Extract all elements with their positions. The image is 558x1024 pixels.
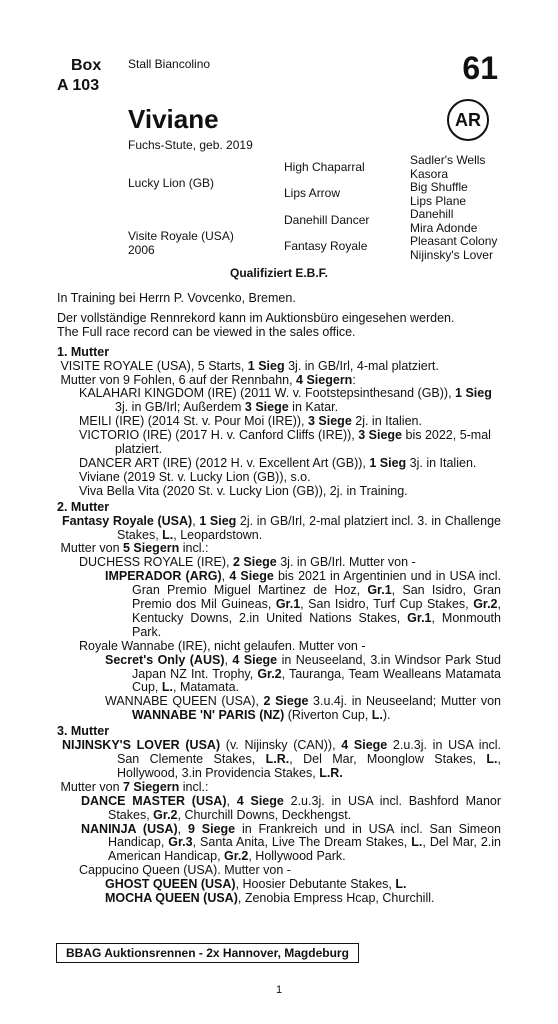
box-label [57, 56, 102, 96]
pedigree-g3-2: Kasora [410, 166, 449, 181]
box-title: Box [71, 57, 102, 74]
stable-name: Stall Biancolino [128, 57, 211, 71]
training-line: In Training bei Herrn P. Vovcenko, Bremen. [57, 291, 296, 305]
section-1-heading: 1. Mutter [57, 344, 110, 359]
pedigree-g3 [410, 154, 497, 262]
offspring-entry: Viviane (2019 St. v. Lucky Lion (GB)), s.o. [79, 469, 311, 484]
dam-entry: VISITE ROYALE (USA), 5 Starts, 1 Sieg 3j. in GB/Irl, 4-mal platziert. [57, 358, 439, 373]
qualification: Qualifiziert E.B.F. [229, 266, 328, 280]
offspring-entry: Viva Bella Vita (2020 St. v. Lucky Lion (GB)), 2j. in Training. [79, 483, 408, 498]
pedigree-g3-1: Sadler's Wells [410, 153, 486, 167]
offspring-entry: KALAHARI KINGDOM (IRE) (2011 W. v. Footstepsinthesand (GB)), 1 Sieg 3j. in GB/Irl; Außerdem 3 Siege in Katar. [79, 386, 492, 415]
section-3-heading: 3. Mutter [57, 724, 110, 739]
offspring-entry: Secret's Only (AUS), 4 Siege in Neuseeland, 3.in Windsor Park Stud Japan NZ Int. Trophy, Gr.2, Tauranga, Team Wealleans Matamata Cup, L., Matamata. [105, 652, 502, 695]
pedigree-dam-sire: Danehill Dancer [284, 213, 370, 227]
offspring-entry: Cappucino Queen (USA). Mutter von - [79, 863, 291, 878]
pedigree-g3-6: Mira Adonde [410, 220, 478, 235]
horse-description: Fuchs-Stute, geb. 2019 [128, 138, 253, 152]
pedigree-g3-8: Nijinsky's Lover [410, 247, 493, 262]
pedigree-dam-dam: Fantasy Royale [284, 239, 368, 253]
horse-name: Viviane [128, 104, 219, 134]
pedigree-dam: Visite Royale (USA) [128, 229, 234, 243]
offspring-entry: NANINJA (USA), 9 Siege in Frankreich und in USA incl. San Simeon Handicap, Gr.3, Santa Anita, Live The Dream Stakes, L., Del Mar, 2.in American Handicap, Gr.2, Hollywood Park. [81, 821, 501, 864]
offspring-entry: WANNABE QUEEN (USA), 2 Siege 3.u.4j. in Neuseeland; Mutter von WANNABE 'N' PARIS (NZ) (Riverton Cup, L.). [105, 694, 502, 723]
page-number: 1 [275, 984, 283, 996]
auction-race-box: BBAG Auktionsrennen - 2x Hannover, Magdeburg [56, 943, 359, 963]
pedigree-sire: Lucky Lion (GB) [128, 176, 215, 190]
section-2-heading: 2. Mutter [57, 499, 110, 514]
offspring-entry: MOCHA QUEEN (USA), Zenobia Empress Hcap, Churchill. [105, 891, 435, 906]
offspring-entry: IMPERADOR (ARG), 4 Siege bis 2021 in Argentinien und in USA incl. Gran Premio Miguel Martinez de Hoz, Gr.1, San Isidro, Gran Premio dos Mil Guineas, Gr.1, San Isidro, Turf Cup Stakes, Gr.2, Kentucky Downs, 2.in United Nations Stakes, Gr.1, Monmouth Park. [105, 569, 501, 639]
dam-offspring-summary: Mutter von 9 Fohlen, 6 auf der Rennbahn, 4 Siegern: [57, 372, 356, 387]
offspring-entry: DANCER ART (IRE) (2012 H. v. Excellent Art (GB)), 1 Sieg 3j. in Italien. [79, 455, 477, 470]
offspring-entry: GHOST QUEEN (USA), Hoosier Debutante Stakes, L. [105, 877, 407, 892]
offspring-entry: DUCHESS ROYALE (IRE), 2 Siege 3j. in GB/Irl. Mutter von - [79, 555, 416, 570]
pedigree-sire-dam: Lips Arrow [284, 186, 341, 200]
pedigree-dam-year: 2006 [128, 243, 155, 257]
box-number: A 103 [57, 77, 100, 94]
lot-number: 61 [462, 50, 498, 86]
catalogue-body [57, 292, 501, 906]
ar-badge: AR [447, 99, 489, 141]
record-note-en: The Full race record can be viewed in the sales office. [57, 324, 356, 339]
pedigree-g3-4: Lips Plane [410, 193, 467, 208]
offspring-entry: DANCE MASTER (USA), 4 Siege 2.u.3j. in USA incl. Bashford Manor Stakes, Gr.2, Churchill Downs, Deckhengst. [81, 793, 502, 822]
third-dam-entry: NIJINSKY'S LOVER (USA) (v. Nijinsky (CAN)), 4 Siege 2.u.3j. in USA incl. San Clemente Stakes, L.R., Del Mar, Moonglow Stakes, L., Hollywood, 3.in Providencia Stakes, L.R. [62, 738, 502, 780]
pedigree-sire-sire: High Chaparral [284, 160, 365, 174]
pedigree-g3-3: Big Shuffle [410, 180, 468, 194]
second-dam-offspring-summary: Mutter von 5 Siegern incl.: [57, 541, 209, 556]
offspring-entry: MEILI (IRE) (2014 St. v. Pour Moi (IRE)), 3 Siege 2j. in Italien. [79, 414, 422, 429]
pedigree-g3-5: Danehill [410, 207, 454, 221]
third-dam-offspring-summary: Mutter von 7 Siegern incl.: [57, 779, 209, 794]
pedigree-g3-7: Pleasant Colony [410, 234, 498, 248]
offspring-entry: Royale Wannabe (IRE), nicht gelaufen. Mutter von - [79, 638, 366, 653]
second-dam-entry: Fantasy Royale (USA), 1 Sieg 2j. in GB/Irl, 2-mal platziert incl. 3. in Challenge Stakes, L., Leopardstown. [62, 513, 501, 542]
record-note-de: Der vollständige Rennrekord kann im Auktionsbüro eingesehen werden. [57, 310, 455, 325]
offspring-entry: VICTORIO (IRE) (2017 H. v. Canford Cliffs (IRE)), 3 Siege bis 2022, 5-mal platziert. [79, 428, 491, 457]
